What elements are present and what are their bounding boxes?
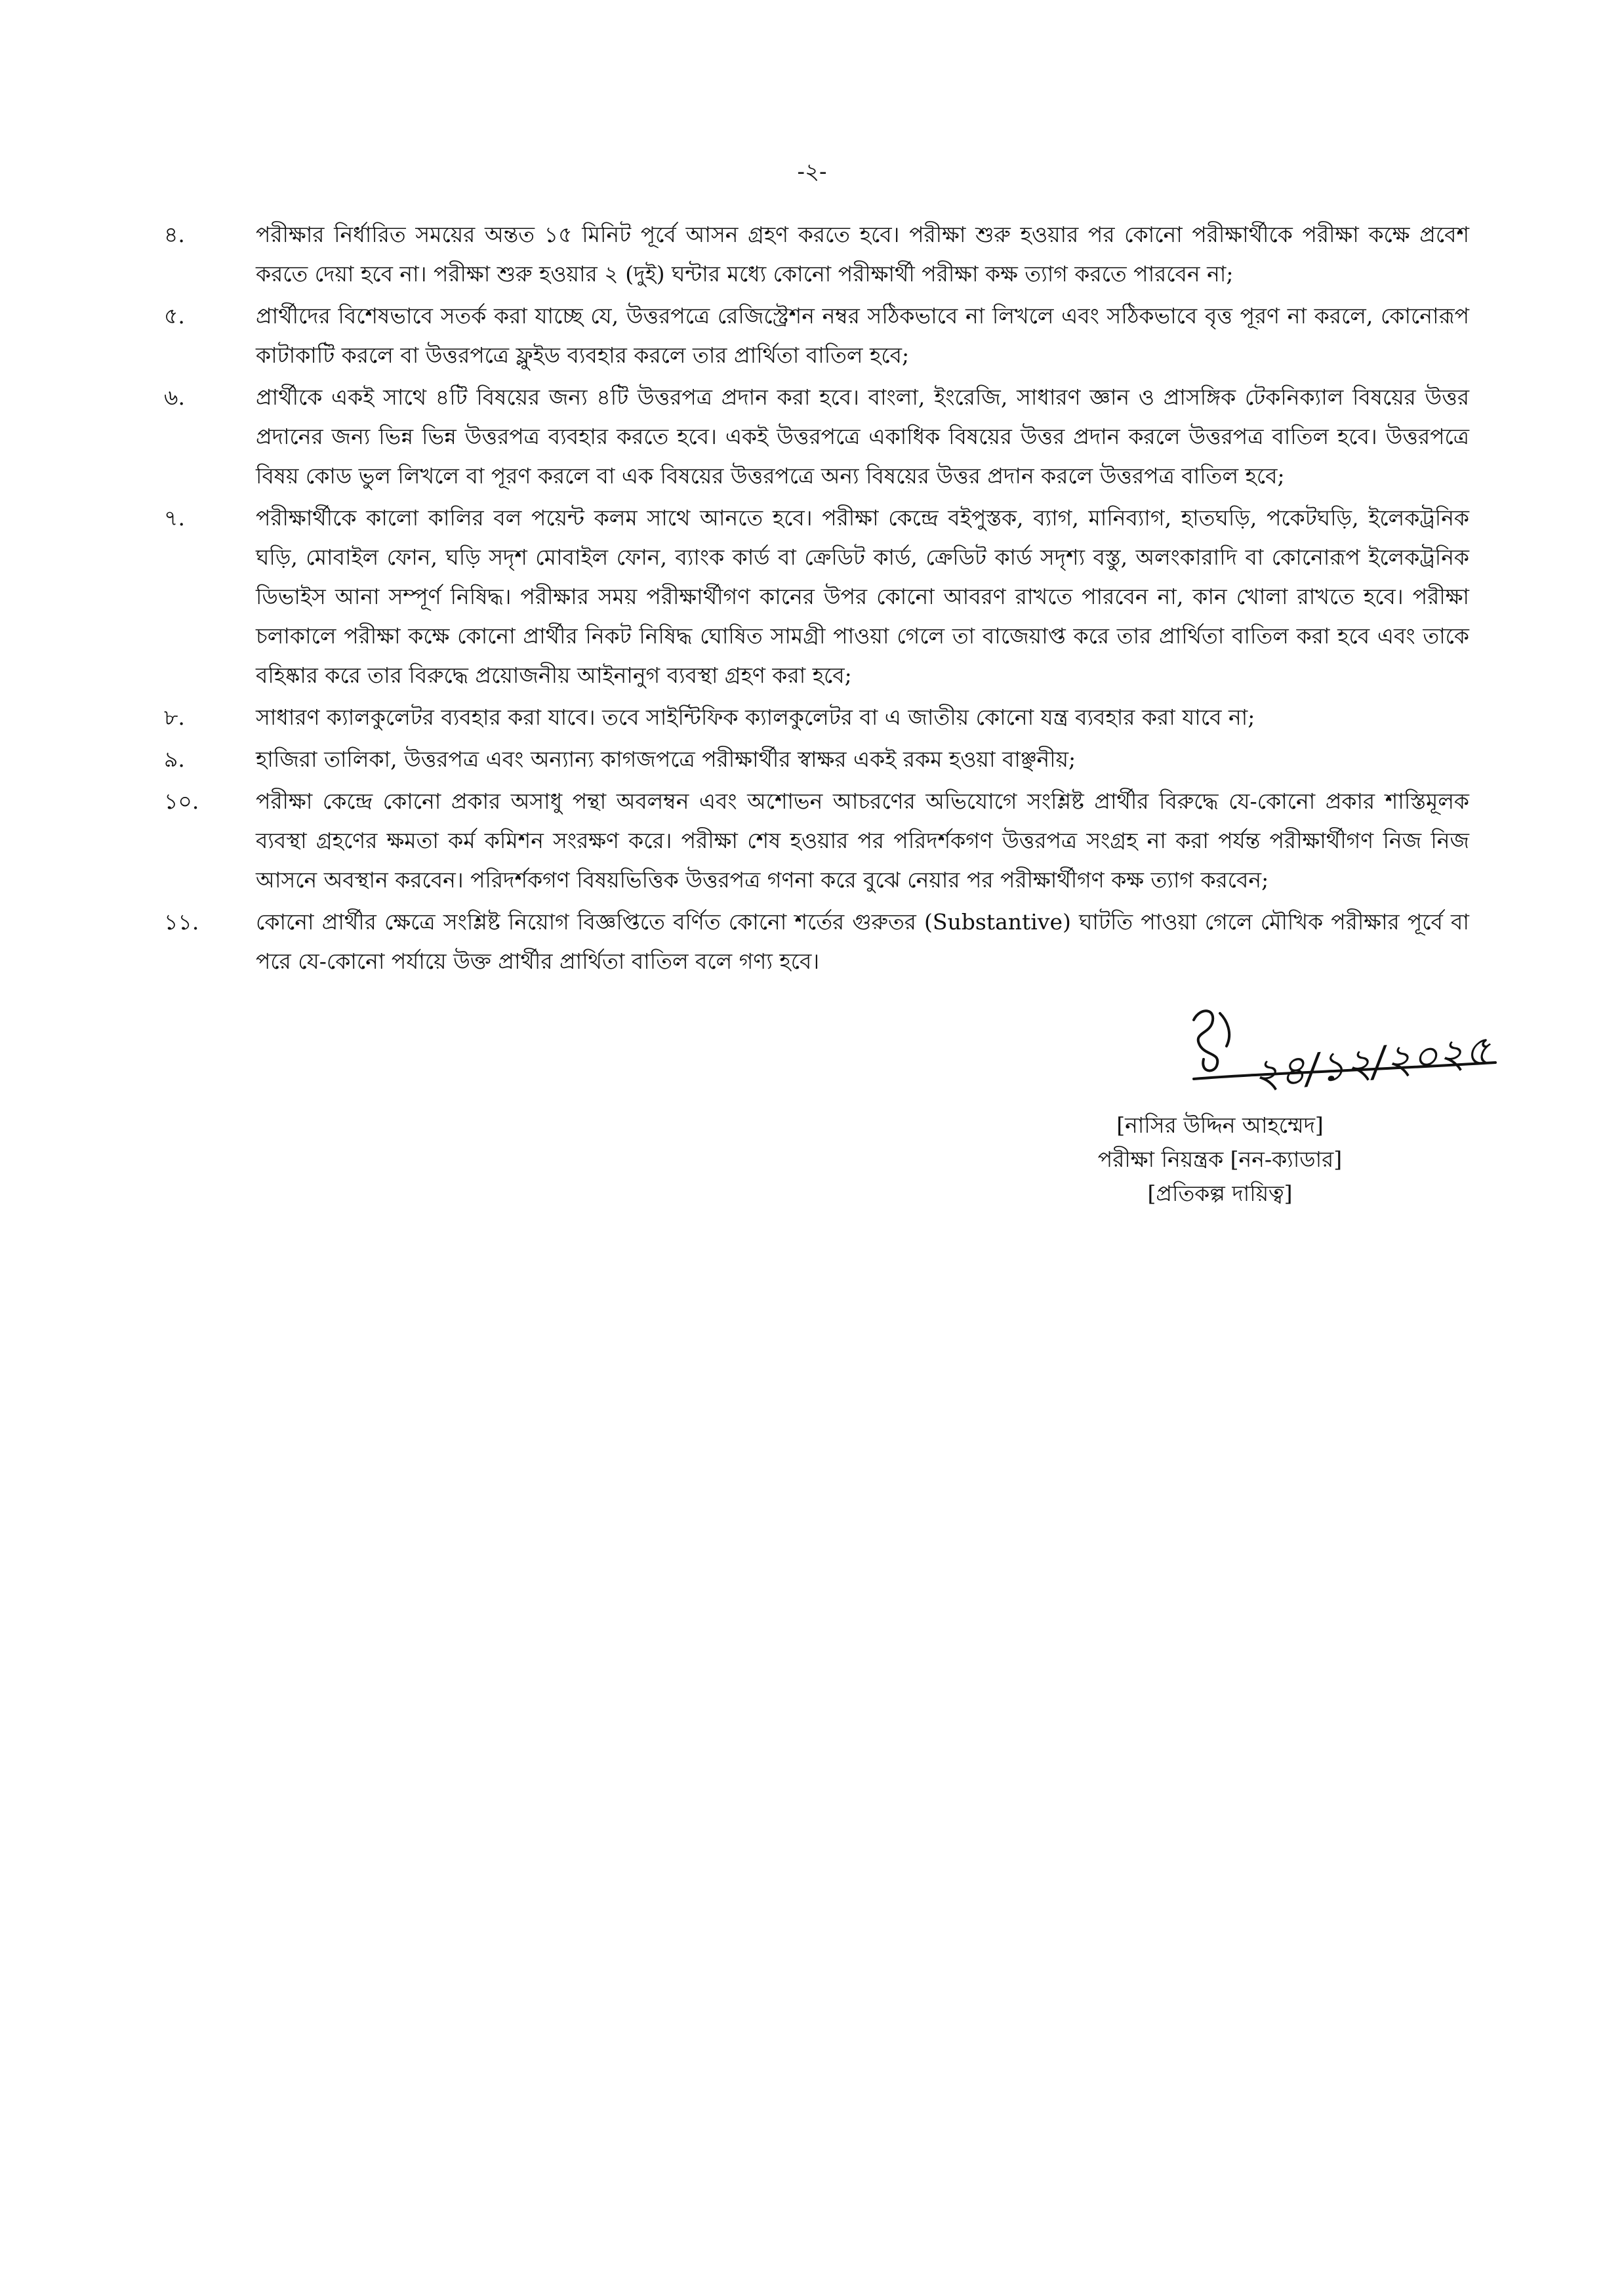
item-number: ৫. — [164, 303, 185, 329]
signer-charge: [প্রতিকল্প দায়িত্ব] — [1147, 1181, 1293, 1206]
list-item — [164, 740, 1469, 779]
signer-block — [1023, 1108, 1417, 1211]
signature-scribble — [1181, 994, 1522, 1125]
item-number: ৭. — [164, 505, 185, 531]
item-text: কোনো প্রার্থীর ক্ষেত্রে সংশ্লিষ্ট নিয়োগ বিজ্ঞপ্তিতে বর্ণিত কোনো শর্তের গুরুতর (Substantive) ঘাটতি পাওয়া গেলে মৌখিক পরীক্ষার পূর্বে বা পরে যে-কোনো পর্যায়ে উক্ত প্রার্থীর প্রার্থিতা বাতিল বলে গণ্য হবে। — [256, 909, 1469, 974]
list-item — [164, 782, 1469, 900]
page-number: -২- — [797, 159, 827, 185]
item-text: প্রার্থীকে একই সাথে ৪টি বিষয়ের জন্য ৪টি উত্তরপত্র প্রদান করা হবে। বাংলা, ইংরেজি, সাধারণ জ্ঞান ও প্রাসঙ্গিক টেকনিক্যাল বিষয়ের উত্তর প্রদানের জন্য ভিন্ন ভিন্ন উত্তরপত্র ব্যবহার করতে হবে। একই উত্তরপত্রে একাধিক বিষয়ের উত্তর প্রদান করলে উত্তরপত্র বাতিল হবে। উত্তরপত্রে বিষয় কোড ভুল লিখলে বা পূরণ করলে বা এক বিষয়ের উত্তরপত্রে অন্য বিষয়ের উত্তর প্রদান করলে উত্তরপত্র বাতিল হবে; — [256, 384, 1469, 489]
item-text: পরীক্ষার নির্ধারিত সময়ের অন্তত ১৫ মিনিট পূর্বে আসন গ্রহণ করতে হবে। পরীক্ষা শুরু হওয়ার পর কোনো পরীক্ষার্থীকে পরীক্ষা কক্ষে প্রবেশ করতে দেয়া হবে না। পরীক্ষা শুরু হওয়ার ২ (দুই) ঘন্টার মধ্যে কোনো পরীক্ষার্থী পরীক্ষা কক্ষ ত্যাগ করতে পারবেন না; — [256, 222, 1469, 287]
item-number: ১১. — [164, 909, 199, 935]
list-item — [164, 498, 1469, 695]
list-item — [164, 698, 1469, 737]
list-item — [164, 215, 1469, 294]
item-number: ১০. — [164, 788, 199, 814]
item-text: পরীক্ষার্থীকে কালো কালির বল পয়েন্ট কলম সাথে আনতে হবে। পরীক্ষা কেন্দ্রে বইপুস্তক, ব্যাগ, মানিব্যাগ, হাতঘড়ি, পকেটঘড়ি, ইলেকট্রনিক ঘড়ি, মোবাইল ফোন, ঘড়ি সদৃশ মোবাইল ফোন, ব্যাংক কার্ড বা ক্রেডিট কার্ড, ক্রেডিট কার্ড সদৃশ্য বস্তু, অলংকারাদি বা কোনোরূপ ইলেকট্রনিক ডিভাইস আনা সম্পূর্ণ নিষিদ্ধ। পরীক্ষার সময় পরীক্ষার্থীগণ কানের উপর কোনো আবরণ রাখতে পারবেন না, কান খোলা রাখতে হবে। পরীক্ষা চলাকালে পরীক্ষা কক্ষে কোনো প্রার্থীর নিকট নিষিদ্ধ ঘোষিত সামগ্রী পাওয়া গেলে তা বাজেয়াপ্ত করে তার প্রার্থিতা বাতিল করা হবে এবং তাকে বহিষ্কার করে তার বিরুদ্ধে প্রয়োজনীয় আইনানুগ ব্যবস্থা গ্রহণ করা হবে; — [256, 505, 1469, 688]
list-item — [164, 296, 1469, 375]
signature-date: ২৪/১২/২০২৫ — [1250, 1026, 1493, 1099]
list-item — [164, 378, 1469, 496]
item-number: ৯. — [164, 746, 185, 772]
list-item — [164, 902, 1469, 981]
item-number: ৪. — [164, 222, 185, 247]
item-text: হাজিরা তালিকা, উত্তরপত্র এবং অন্যান্য কাগজপত্রে পরীক্ষার্থীর স্বাক্ষর একই রকম হওয়া বাঞ্ছনীয়; — [256, 746, 1076, 772]
item-number: ৬. — [164, 384, 185, 410]
handwritten-signature — [1181, 994, 1522, 1125]
signer-designation: পরীক্ষা নিয়ন্ত্রক [নন-ক্যাডার] — [1097, 1146, 1343, 1172]
signer-name: [নাসির উদ্দিন আহম্মেদ] — [1116, 1112, 1324, 1138]
item-number: ৮. — [164, 704, 185, 730]
item-text: প্রার্থীদের বিশেষভাবে সতর্ক করা যাচ্ছে যে, উত্তরপত্রে রেজিস্ট্রেশন নম্বর সঠিকভাবে না লিখলে এবং সঠিকভাবে বৃত্ত পূরণ না করলে, কোনোরূপ কাটাকাটি করলে বা উত্তরপত্রে ফ্লুইড ব্যবহার করলে তার প্রার্থিতা বাতিল হবে; — [256, 303, 1469, 368]
instruction-list — [164, 215, 1469, 984]
item-text: সাধারণ ক্যালকুলেটর ব্যবহার করা যাবে। তবে সাইন্টিফিক ক্যালকুলেটর বা এ জাতীয় কোনো যন্ত্র ব্যবহার করা যাবে না; — [256, 704, 1255, 730]
item-text: পরীক্ষা কেন্দ্রে কোনো প্রকার অসাধু পন্থা অবলম্বন এবং অশোভন আচরণের অভিযোগে সংশ্লিষ্ট প্রার্থীর বিরুদ্ধে যে-কোনো প্রকার শাস্তিমূলক ব্যবস্থা গ্রহণের ক্ষমতা কর্ম কমিশন সংরক্ষণ করে। পরীক্ষা শেষ হওয়ার পর পরিদর্শকগণ উত্তরপত্র সংগ্রহ না করা পর্যন্ত পরীক্ষার্থীগণ নিজ নিজ আসনে অবস্থান করবেন। পরিদর্শকগণ বিষয়ভিত্তিক উত্তরপত্র গণনা করে বুঝে নেয়ার পর পরীক্ষার্থীগণ কক্ষ ত্যাগ করবেন; — [256, 788, 1469, 893]
